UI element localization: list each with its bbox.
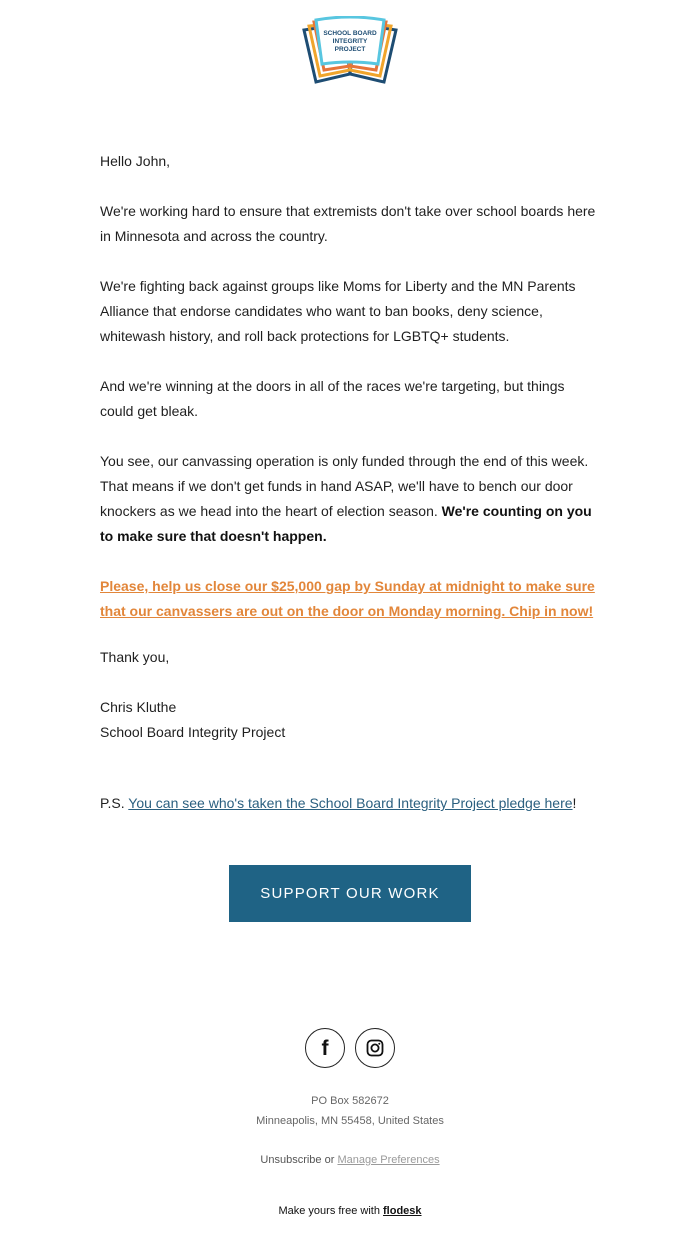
ps-prefix: P.S.	[100, 795, 125, 811]
logo-text-line-2: INTEGRITY	[332, 38, 368, 45]
school-board-integrity-project-logo	[300, 16, 400, 88]
manage-preferences-link[interactable]: Manage Preferences	[337, 1154, 440, 1166]
made-with-flodesk	[0, 1205, 700, 1217]
footer-or: or	[324, 1154, 335, 1166]
paragraph-3: And we're winning at the doors in all of the races we're targeting, but things could get bleak.	[100, 378, 565, 419]
signature-name: Chris Kluthe	[100, 699, 177, 715]
flodesk-link[interactable]: flodesk	[383, 1205, 422, 1217]
email-body	[100, 149, 600, 841]
unsubscribe-link[interactable]: Unsubscribe	[260, 1154, 322, 1166]
pledge-link[interactable]: You can see who's taken the School Board Integrity Project pledge here	[128, 795, 573, 811]
instagram-button[interactable]	[355, 1028, 395, 1068]
footer-address-line-2: Minneapolis, MN 55458, United States	[256, 1115, 444, 1127]
footer-address-line-1: PO Box 582672	[311, 1095, 389, 1107]
paragraph-4	[100, 449, 600, 549]
instagram-icon	[366, 1039, 384, 1057]
paragraph-4-text: You see, our canvassing operation is only funded through the end of this week. That means if we don't get funds in hand ASAP, we'll have to bench our door knockers as we head into the heart of election season.	[100, 453, 589, 519]
ps-paragraph	[100, 791, 600, 816]
ps-suffix: !	[572, 795, 577, 811]
signature-org: School Board Integrity Project	[100, 724, 286, 740]
logo-text-line-1: SCHOOL BOARD	[323, 30, 377, 37]
paragraph-1: We're working hard to ensure that extremists don't take over school boards here in Minnesota and across the country.	[100, 203, 596, 244]
footer-preferences	[0, 1154, 700, 1166]
cta-paragraph	[100, 574, 600, 624]
thank-you: Thank you,	[100, 649, 170, 665]
facebook-button[interactable]	[305, 1028, 345, 1068]
made-prefix: Make yours free with	[278, 1205, 380, 1217]
paragraph-2: We're fighting back against groups like Moms for Liberty and the MN Parents Alliance that endorse candidates who want to ban books, deny science, whitewash history, and roll back protections for LGBTQ+ students.	[100, 278, 576, 344]
greeting: Hello John,	[100, 153, 171, 169]
support-our-work-button[interactable]: SUPPORT OUR WORK	[229, 865, 471, 922]
donate-cta-link[interactable]: Please, help us close our $25,000 gap by Sunday at midnight to make sure that our canvassers are out on the door on Monday morning. Chip in now!	[100, 578, 595, 619]
logo-text-line-3: PROJECT	[334, 46, 366, 53]
facebook-icon: f	[321, 1036, 329, 1060]
paragraph-4-bold: We're counting on you to make sure that doesn't happen.	[100, 503, 592, 544]
